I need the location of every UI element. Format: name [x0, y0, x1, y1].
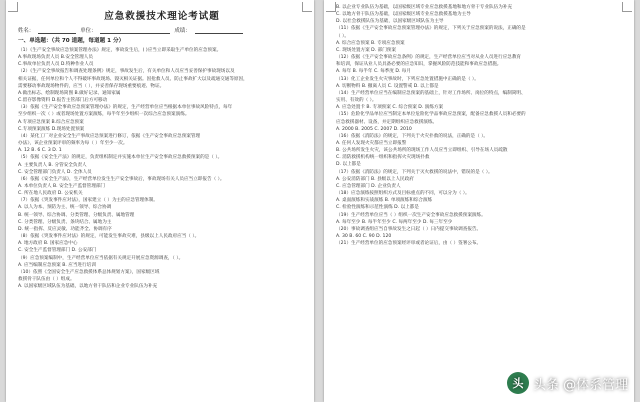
text-line: C. 现场处置方案 D. 部门预案 [336, 47, 396, 53]
document-page-2 [324, 0, 634, 402]
name-label: 姓名： [18, 28, 35, 34]
text-line: 相关证据，任何单位和个人不得破坏事故现场、毁灭相关证据。因抢救人员、防止事故扩大以及疏通交通等原因， [18, 76, 248, 82]
text-line: （7）依据《突发事件应对法》，国家建立（ ）为主的应急管理体制。 [18, 198, 158, 204]
text-line: C. 分类管理、分级负责、条块结合、属地为主 [18, 219, 112, 225]
text-line: A. 2000 B. 2005 C. 2007 D. 2010 [336, 126, 412, 132]
text-line: 救援骨干队伍由（ ）组成。 [18, 277, 75, 282]
text-line: A. 以人为本、预防为主、统一领导、综合协调 [18, 205, 112, 211]
text-line: （10）依照《全国安全生产应急救援体系总体规划方案》，国家级区域 [18, 269, 160, 275]
text-line: A.事故现场负责人员 B.安全管理人员 [18, 55, 93, 61]
text-line: A. 地方政府 B. 国家应急中心 [18, 241, 78, 247]
text-line: C. 所在地人民政府 D. 公安机关 [18, 191, 83, 197]
text-line: A. 30 B. 60 C. 90 D. 120 [336, 234, 392, 239]
text-line: A. 主要负责人 B. 分管安全负责人 [18, 162, 87, 168]
watermark-logo-icon: 头 [507, 372, 529, 394]
page-1-text [18, 47, 306, 290]
page-2-text [336, 4, 626, 247]
text-line: （3）依据《生产安全事故应急预案管理办法》的规定，生产经营单位应当根据本单位事故风险特点，每年 [18, 105, 233, 111]
text-line: A. 任何人发现火灾都应当立即报警 [336, 140, 407, 146]
text-line: （6）依据《安全生产法》，生产经营单位发生生产安全事故后，事故现场有关人员应当立即报告（ ）。 [18, 176, 225, 182]
unit-label: 单位： [80, 28, 97, 34]
text-line: D. 以上都是 [336, 162, 361, 168]
text-line: （9）应急预案编制中，生产经营单位应当依据有关规定开展应急资源调查，（ ）。 [18, 255, 184, 261]
score-label: 成绩： [174, 28, 191, 34]
text-line: A.做出标志、绘制现场简图 B.做好记录、通知家属 [18, 90, 121, 96]
watermark [507, 372, 628, 394]
text-line: D. 以社会救援队伍为基础，以国家级区域队伍为主导 [336, 19, 444, 25]
text-line: C. 检验性演练和示范性演练 D. 以上都是 [336, 205, 419, 211]
text-line: 和培训，保证从业人员具备必要的应急知识，掌握风险防范技能和事故应急措施。 [336, 62, 502, 68]
text-line: B. 以企业专业队伍为基础，以国家级区域专业应急救援基地和地方骨干专业队伍为补充 [336, 5, 513, 10]
exam-title: 应急救援技术理论考试题 [104, 11, 220, 22]
text-line: A. 应急处置卡 B. 专项预案 C. 综合预案 D. 演练方案 [336, 105, 444, 111]
text-line: （ ）。 [336, 33, 349, 39]
text-line: A. 切断物料 B. 撤离人员 C. 设置警戒 D. 以上都是 [336, 83, 439, 89]
score-blank [195, 28, 243, 34]
text-line: A. 以国家级区域队伍为基础，以地方骨干队伍和企业专业队伍为补充 [18, 284, 158, 290]
text-line: C. 消防救援机构统一组织和指挥火灾现场扑救 [336, 155, 430, 161]
text-line: C. 安全生产监督管理部门 D. 公安部门 [18, 248, 97, 254]
text-line: C. 以地方骨干队伍为基础，以国家级区域专业应急救援基地为主导 [336, 12, 471, 18]
text-line: A. 公安消防部门 B. 县级以上人民政府 [336, 176, 414, 182]
text-line: （11）依据《生产安全事故应急预案管理办法》的规定，下列关于应急预案的说法，正确的是 [336, 26, 526, 32]
text-line: C.事故单位负责人员 D.特种作业人员 [18, 62, 94, 68]
text-line: （12）依据《生产安全事故应急条例》的规定，生产经营单位应当对从业人员进行应急教育 [336, 55, 522, 61]
text-line: A. 桌面演练和实战演练 B. 单项演练和综合演练 [336, 198, 433, 204]
crop-mark-icon [326, 2, 336, 12]
text-line: （2）《生产安全事故报告和调查处理条例》规定，事故发生后，有关单位和人员应当妥善保护事故现场以及 [18, 69, 235, 75]
text-line: 需要移动事故现场物件的，应当（ ），并妥善保存现场重要痕迹、物证。 [18, 83, 165, 89]
text-line: （19）生产经营单位应当（ ）组织一次生产安全事故应急救援预案演练。 [336, 212, 486, 218]
text-line: A. 每年 B. 每半年 C. 每季度 D. 每月 [336, 69, 411, 75]
text-line: （14）生产经营单位应当在编制应急预案的基础上，针对工作场所、岗位的特点，编制简明、 [336, 90, 526, 96]
text-line: D. 统一指挥、反应灵敏、功能齐全、协调有序 [18, 226, 112, 232]
text-line: A. 每年至少 B. 每半年至少 C. 每两年至少 D. 每三年至少 [336, 219, 453, 225]
text-line: A.专项应急预案 B.综合应急预案 [18, 119, 84, 125]
text-line: A. 本单位负责人 B. 安全生产监督管理部门 [18, 183, 106, 189]
text-line: 至少组织一次（ ）或者现场处置方案演练，每半年至少组织一次综合应急预案演练。 [18, 112, 190, 118]
watermark-text: 头条 @体系管理 [533, 377, 629, 393]
document-page-1 [6, 0, 314, 402]
text-line: 办法》，该企业预案评审的频率为每（ ）年至少一次。 [18, 141, 128, 147]
text-line: C. 安全管理部门负责人 D. 全体人员 [18, 169, 92, 175]
text-line: （16）依据《消防法》的规定，下列关于火灾扑救的说法，正确的是（ ）。 [336, 133, 489, 139]
text-line: C.专项预案演练 D.现场处置预案 [18, 126, 85, 132]
text-line: （15）危险化学品单位应当制定本单位危险化学品事故应急预案，配备应急救援人员和必要的 [336, 112, 526, 118]
text-line: C.留存影像资料 D.报告主管部门后方可移动 [18, 98, 108, 104]
text-line: （13）化工企业发生火灾事故时，下列应急处置措施中正确的是（ ）。 [336, 76, 479, 82]
text-line: （5）依据《安全生产法》的规定，负责组织制定并实施本单位生产安全事故应急救援预案的是（ ）。 [18, 155, 223, 161]
text-line: B. 统一领导、综合协调、分类管理、分级负责、属地管理 [18, 212, 135, 218]
text-line: （17）依据《消防法》的规定，下列关于灭火救援的说法中，错误的是（ ）。 [336, 169, 493, 175]
section-heading: 一、单选题：（共 70 道题，每道题 1 分） [18, 38, 125, 44]
text-line: A. 应当编制应急预案 B. 应当进行培训 [18, 262, 96, 268]
text-line: （20）事故调查组应当自事故发生之日起（ ）日内提交事故调查报告。 [336, 226, 482, 232]
unit-blank [100, 28, 170, 34]
text-line: （21）生产经营单位的应急预案经评审或者论证后，由（ ）签署公布。 [336, 241, 482, 247]
text-line: A. 综合应急预案 B. 专项应急预案 [336, 40, 405, 46]
name-blank [38, 28, 76, 34]
text-line: （1）《生产安全事故应急预案管理办法》规定，事故发生后，( )应当立即采取生产单位的应急预案。 [18, 48, 222, 53]
exam-header-fields [18, 26, 306, 34]
text-line: C. 应急管理部门 D. 企业负责人 [336, 183, 401, 189]
text-line: B. 公共场所发生火灾，该公共场所的现场工作人员应当立即组织、引导在场人员疏散 [336, 148, 508, 154]
text-line: （4）某化工厂对企业安全生产事故应急预案进行修订，依据《生产安全事故应急预案管理 [18, 133, 201, 139]
crop-mark-icon [8, 2, 18, 12]
text-line: 应急救援器材、设备，并定期组织应急救援演练。 [336, 119, 438, 125]
text-line: A. 12 B. 6 C. 3 D. 1 [18, 148, 62, 154]
text-line: 实用、有效的（ ）。 [336, 98, 377, 104]
text-line: （8）依据《突发事件应对法》的规定，可能发生事故灾难，县级以上人民政府应当（ ）。 [18, 234, 200, 240]
text-line: （18）应急演练按照组织方式及目标重点的不同，可以分为（ ）。 [336, 191, 470, 197]
